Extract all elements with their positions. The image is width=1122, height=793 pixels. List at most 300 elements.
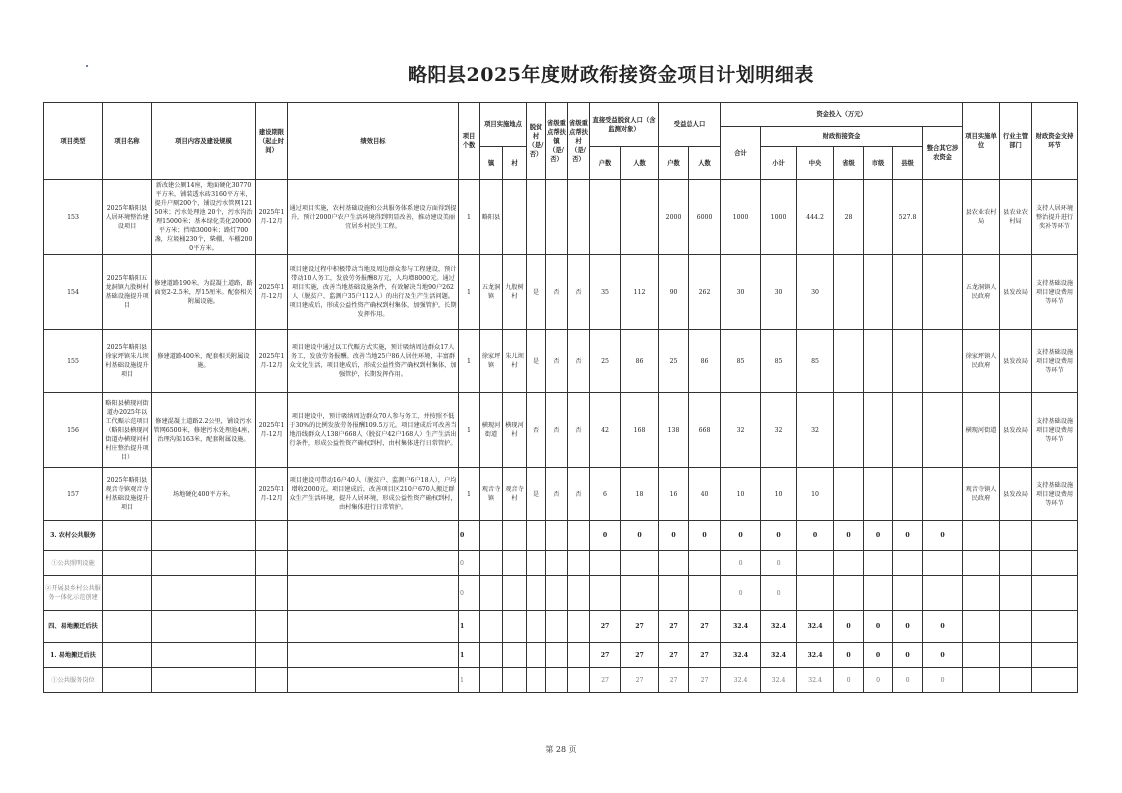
cell-name (103, 611, 152, 643)
cell-town (480, 668, 503, 693)
cell-total: 30 (721, 255, 761, 330)
cell-name: 2025年略阳五龙洞镇九股树村基础设施提升项目 (103, 255, 152, 330)
cell-content: 修建道路190米，为混凝土道路，路面宽2-2.5米，厚15厘米。配套相关附属设施。 (152, 255, 256, 330)
cell-support: 支持基础设施项目建设费用等环节 (1032, 468, 1078, 521)
cell-type: 154 (44, 255, 103, 330)
cell-hh: 27 (590, 668, 621, 693)
cell-dept (1000, 551, 1032, 576)
cell-unit: 横现河街道 (963, 393, 1000, 468)
cell-people2: 40 (689, 468, 721, 521)
cell-people2: 0 (689, 521, 721, 551)
cell-period (256, 551, 288, 576)
cell-village: 九股树村 (503, 255, 527, 330)
cell-content (152, 643, 256, 668)
cell-key-town (546, 180, 568, 255)
cell-content (152, 668, 256, 693)
cell-hh: 27 (590, 643, 621, 668)
cell-village: 横现河村 (503, 393, 527, 468)
cell-key-village (568, 611, 590, 643)
cell-unit (963, 576, 1000, 611)
cell-other: 0 (923, 668, 963, 693)
cell-period (256, 521, 288, 551)
page-number: 第 28 页 (545, 745, 577, 754)
cell-period: 2025年1月-12月 (256, 180, 288, 255)
cell-hh2: 27 (659, 668, 689, 693)
cell-town: 徐家坪镇 (480, 330, 503, 393)
cell-subtotal: 0 (761, 551, 797, 576)
cell-count: 1 (459, 643, 480, 668)
header-subtotal: 小计 (761, 147, 797, 180)
cell-total: 32.4 (721, 611, 761, 643)
cell-count: 1 (459, 255, 480, 330)
cell-content: 修建混凝土道路2.2公里，铺设污水管网6500米，修建污水处理池4座，治理沟渠163米，配套附属设施。 (152, 393, 256, 468)
header-goal: 绩效目标 (288, 103, 459, 180)
cell-unit (963, 521, 1000, 551)
cell-unit: 县农业农村局 (963, 180, 1000, 255)
cell-count: 1 (459, 180, 480, 255)
cell-key-town (546, 576, 568, 611)
cell-people2: 6000 (689, 180, 721, 255)
cell-name (103, 643, 152, 668)
cell-period (256, 668, 288, 693)
cell-people: 0 (621, 521, 659, 551)
cell-county: 0 (893, 668, 923, 693)
header-funds: 资金投入（万元） (721, 103, 963, 127)
cell-dept (1000, 576, 1032, 611)
cell-name (103, 551, 152, 576)
cell-central: 444.2 (797, 180, 834, 255)
cell-people2 (689, 576, 721, 611)
cell-city: 0 (864, 611, 893, 643)
cell-count: 1 (459, 330, 480, 393)
header-period: 建设期限（起止时间） (256, 103, 288, 180)
cell-unit: 观音寺镇人民政府 (963, 468, 1000, 521)
cell-provincial (834, 551, 864, 576)
cell-county (893, 468, 923, 521)
cell-city: 0 (864, 521, 893, 551)
cell-town (480, 521, 503, 551)
cell-count: 1 (459, 393, 480, 468)
cell-dept (1000, 643, 1032, 668)
cell-village (503, 611, 527, 643)
cell-content: 新改建公厕14座，地面硬化30770平方米，铺装透水砖3160平方米，提升户厕200个，铺设污水管网12150米；污水处理池 20个，污水沟治理15000米；基本绿化美化20000平方米；挡墙3000米；路灯700盏，垃圾桶230个，柴棚、车棚2000平方米。 (152, 180, 256, 255)
cell-support (1032, 521, 1078, 551)
cell-key-town (546, 611, 568, 643)
cell-support (1032, 643, 1078, 668)
cell-people: 27 (621, 643, 659, 668)
cell-city (864, 576, 893, 611)
cell-county: 0 (893, 643, 923, 668)
cell-key-town (546, 521, 568, 551)
cell-type: ②开展县乡村公共服务一体化示范创建 (44, 576, 103, 611)
cell-key-town: 否 (546, 330, 568, 393)
cell-central: 32 (797, 393, 834, 468)
header-content: 项目内容及建设规模 (152, 103, 256, 180)
cell-county: 527.8 (893, 180, 923, 255)
header-name: 项目名称 (103, 103, 152, 180)
cell-poor (527, 576, 546, 611)
cell-type: 四、易地搬迁后扶 (44, 611, 103, 643)
cell-goal (288, 551, 459, 576)
cell-people2 (689, 551, 721, 576)
cell-village (503, 576, 527, 611)
cell-goal (288, 611, 459, 643)
cell-provincial: 0 (834, 611, 864, 643)
cell-poor: 是 (527, 468, 546, 521)
cell-type: ①公共服务岗位 (44, 668, 103, 693)
table-row (44, 330, 1078, 393)
cell-subtotal: 32.4 (761, 643, 797, 668)
cell-village (503, 643, 527, 668)
cell-provincial: 0 (834, 668, 864, 693)
summary-row (44, 521, 1078, 551)
cell-goal: 项目建设过程中积极带动当地及周边群众参与工程建设，预计带动10人务工，发放劳务报酬8万元，人均增8000元。通过项目实施，改善当地基础设施条件，有效解决当地90户262人（脱贫户、监测户35户112人）的出行及生产生活问题。项目建成后，形成公益性资产确权到村集体，加强管护，长期发挥作用。 (288, 255, 459, 330)
header-total-pop: 受益总人口 (659, 103, 721, 147)
cell-provincial: 28 (834, 180, 864, 255)
cell-content (152, 521, 256, 551)
cell-name (103, 576, 152, 611)
cell-hh: 25 (590, 330, 621, 393)
cell-period: 2025年1月-12月 (256, 255, 288, 330)
cell-content: 场地硬化400平方米。 (152, 468, 256, 521)
cell-unit (963, 668, 1000, 693)
cell-hh2: 27 (659, 643, 689, 668)
cell-hh: 27 (590, 611, 621, 643)
cell-central: 0 (797, 521, 834, 551)
cell-dept: 县农业农村局 (1000, 180, 1032, 255)
cell-support (1032, 668, 1078, 693)
cell-support: 支持基础设施项目建设费用等环节 (1032, 393, 1078, 468)
cell-total: 85 (721, 330, 761, 393)
cell-goal (288, 576, 459, 611)
cell-other: 0 (923, 643, 963, 668)
cell-dept (1000, 611, 1032, 643)
page-title: 略阳县2025年度财政衔接资金项目计划明细表 (408, 64, 814, 86)
cell-count: 1 (459, 468, 480, 521)
cell-support: 支持基础设施项目建设费用等环节 (1032, 255, 1078, 330)
cell-town: 横现河街道 (480, 393, 503, 468)
cell-village: 观音寺村 (503, 468, 527, 521)
cell-subtotal: 0 (761, 521, 797, 551)
cell-village: 朱儿坝村 (503, 330, 527, 393)
cell-support (1032, 611, 1078, 643)
table-row (44, 393, 1078, 468)
cell-other: 0 (923, 611, 963, 643)
cell-goal (288, 668, 459, 693)
cell-type: 155 (44, 330, 103, 393)
cell-key-town (546, 551, 568, 576)
cell-county: 0 (893, 611, 923, 643)
cell-people: 18 (621, 468, 659, 521)
cell-people2: 27 (689, 668, 721, 693)
cell-people (621, 551, 659, 576)
table-row (44, 468, 1078, 521)
cell-county (893, 393, 923, 468)
cell-support (1032, 576, 1078, 611)
cell-other: 0 (923, 521, 963, 551)
table-row (44, 180, 1078, 255)
cell-unit (963, 643, 1000, 668)
cell-county: 0 (893, 521, 923, 551)
cell-name: 2025年略阳县人居环境整治建设项目 (103, 180, 152, 255)
cell-type: 156 (44, 393, 103, 468)
cell-town: 略阳县 (480, 180, 503, 255)
cell-hh (590, 180, 621, 255)
cell-total: 10 (721, 468, 761, 521)
cell-subtotal: 0 (761, 576, 797, 611)
cell-people2: 27 (689, 643, 721, 668)
cell-key-village: 否 (568, 255, 590, 330)
header-unit: 项目实施单位 (963, 103, 1000, 180)
cell-town (480, 551, 503, 576)
cell-county (893, 576, 923, 611)
cell-central: 30 (797, 255, 834, 330)
summary-row (44, 551, 1078, 576)
cell-provincial (834, 393, 864, 468)
cell-poor (527, 521, 546, 551)
cell-total: 0 (721, 521, 761, 551)
cell-total: 0 (721, 551, 761, 576)
cell-key-village: 否 (568, 468, 590, 521)
cell-subtotal: 85 (761, 330, 797, 393)
cell-hh (590, 551, 621, 576)
cell-town: 五龙洞镇 (480, 255, 503, 330)
cell-other (923, 576, 963, 611)
cell-hh: 6 (590, 468, 621, 521)
cell-town: 观音寺镇 (480, 468, 503, 521)
cell-period: 2025年1月-12月 (256, 330, 288, 393)
header-people: 人数 (621, 147, 659, 180)
cell-town (480, 643, 503, 668)
header-county: 县级 (893, 147, 923, 180)
cell-central: 32.4 (797, 643, 834, 668)
cell-total: 1000 (721, 180, 761, 255)
cell-subtotal: 32 (761, 393, 797, 468)
cell-poor: 是 (527, 255, 546, 330)
cell-key-village: 否 (568, 330, 590, 393)
cell-city (864, 393, 893, 468)
cell-dept (1000, 521, 1032, 551)
cell-provincial: 0 (834, 521, 864, 551)
cell-goal: 项目建设中通过以工代赈方式实施，预计吸纳周边群众17人务工，发放劳务报酬。改善当地25户86人居住环境，丰富群众文化生活，项目建成后，形成公益性资产确权到村集体，加强管护，长期发挥作用。 (288, 330, 459, 393)
header-poor-village: 脱贫村（是/否） (527, 103, 546, 180)
cell-goal: 项目建设中，预计吸纳周边群众70人参与务工，并按照不低于30%的比例发放劳务报酬109.5万元。项目建成后可改善当地沿线群众人138户668人（脱贫户42户168人）生产生活出行条件，形成公益性资产确权到村，由村集体进行日常管护。 (288, 393, 459, 468)
summary-row (44, 668, 1078, 693)
table-row (44, 255, 1078, 330)
cell-other (923, 255, 963, 330)
cell-people (621, 180, 659, 255)
cell-village (503, 521, 527, 551)
cell-key-town: 否 (546, 393, 568, 468)
cell-town (480, 576, 503, 611)
cell-type: 3. 农村公共服务 (44, 521, 103, 551)
cell-goal: 项目建设可带动16户40人（脱贫户、监测户6户18人），户均增收2000元。项目建成后，改善项目区210户670人搬迁群众生产生活环境，提升人居环境，形成公益性资产确权到村，由村集体进行日常管护。 (288, 468, 459, 521)
cell-name (103, 521, 152, 551)
cell-village (503, 551, 527, 576)
cell-key-village (568, 668, 590, 693)
cell-type: ①公共照明设施 (44, 551, 103, 576)
header-central: 中央 (797, 147, 834, 180)
cell-count: 0 (459, 521, 480, 551)
cell-period (256, 643, 288, 668)
cell-content (152, 611, 256, 643)
summary-row (44, 611, 1078, 643)
header-city: 市级 (864, 147, 893, 180)
cell-dept: 县发改局 (1000, 330, 1032, 393)
cell-period: 2025年1月-12月 (256, 393, 288, 468)
cell-type: 153 (44, 180, 103, 255)
cell-central: 85 (797, 330, 834, 393)
cell-subtotal: 32.4 (761, 611, 797, 643)
cell-hh2: 0 (659, 521, 689, 551)
cell-content: 修建道路400米，配套相关附属设施。 (152, 330, 256, 393)
cell-provincial (834, 576, 864, 611)
cell-dept: 县发改局 (1000, 255, 1032, 330)
cell-content (152, 551, 256, 576)
header-support: 财政资金支持环节 (1032, 103, 1078, 180)
cell-hh2 (659, 576, 689, 611)
cell-name: 2025年略阳县徐家坪镇朱儿坝村基础设施提升项目 (103, 330, 152, 393)
cell-support: 支持人居环境整治提升进行奖补等环节 (1032, 180, 1078, 255)
cell-people2: 86 (689, 330, 721, 393)
cell-hh2: 90 (659, 255, 689, 330)
cell-support (1032, 551, 1078, 576)
cell-city: 0 (864, 668, 893, 693)
cell-poor: 否 (527, 393, 546, 468)
cell-poor (527, 611, 546, 643)
summary-row (44, 576, 1078, 611)
cell-key-town: 否 (546, 255, 568, 330)
cell-total: 32.4 (721, 668, 761, 693)
cell-count: 0 (459, 551, 480, 576)
cell-provincial: 0 (834, 643, 864, 668)
cell-hh: 35 (590, 255, 621, 330)
cell-county (893, 330, 923, 393)
header-total: 合计 (721, 127, 761, 180)
cell-name (103, 668, 152, 693)
cell-village (503, 180, 527, 255)
cell-unit: 徐家坪镇人民政府 (963, 330, 1000, 393)
cell-unit: 五龙洞镇人民政府 (963, 255, 1000, 330)
cell-city (864, 468, 893, 521)
cell-poor (527, 551, 546, 576)
cell-key-town (546, 643, 568, 668)
cell-county (893, 255, 923, 330)
cell-hh: 0 (590, 521, 621, 551)
cell-hh2: 27 (659, 611, 689, 643)
cell-count: 0 (459, 576, 480, 611)
cell-people (621, 576, 659, 611)
cell-people2: 668 (689, 393, 721, 468)
cell-hh2: 25 (659, 330, 689, 393)
cell-name: 略阳县横现河街道办2025年以工代赈示范项目（略阳县横现河街道办横现河村村庄整治提升项目） (103, 393, 152, 468)
cell-town (480, 611, 503, 643)
header-fiscal: 财政衔接资金 (761, 127, 923, 147)
cell-dept: 县发改局 (1000, 468, 1032, 521)
cell-hh2: 2000 (659, 180, 689, 255)
cell-hh2: 16 (659, 468, 689, 521)
header-location: 项目实施地点 (480, 103, 527, 147)
cell-dept: 县发改局 (1000, 393, 1032, 468)
cell-village (503, 668, 527, 693)
cell-goal: 通过项目实施，农村基础设施和公共服务体系建设方面得到提升，预计2000户农户生活环境得到明显改善，推动建设美丽宜居乡村民生工程。 (288, 180, 459, 255)
cell-key-town (546, 668, 568, 693)
cell-people: 27 (621, 611, 659, 643)
cell-provincial (834, 330, 864, 393)
cell-period (256, 611, 288, 643)
header-people2: 人数 (689, 147, 721, 180)
header-provincial: 省级 (834, 147, 864, 180)
cell-key-village (568, 551, 590, 576)
cell-key-village: 否 (568, 393, 590, 468)
summary-row (44, 643, 1078, 668)
project-table (43, 102, 1078, 693)
header-town: 镇 (480, 147, 503, 180)
cell-city (864, 330, 893, 393)
cell-provincial (834, 468, 864, 521)
cell-count: 1 (459, 611, 480, 643)
header-key-town: 省级重点帮扶镇（是/否） (546, 103, 568, 180)
header-village: 村 (503, 147, 527, 180)
cell-city (864, 180, 893, 255)
cell-key-village (568, 521, 590, 551)
header-direct-pop: 直接受益脱贫人口（含监测对象） (590, 103, 659, 147)
cell-hh2: 138 (659, 393, 689, 468)
cell-other (923, 551, 963, 576)
cell-central: 10 (797, 468, 834, 521)
header-other: 整合其它涉农资金 (923, 127, 963, 180)
cell-city (864, 551, 893, 576)
cell-other (923, 330, 963, 393)
cell-type: 157 (44, 468, 103, 521)
cell-goal (288, 521, 459, 551)
cell-people: 168 (621, 393, 659, 468)
cell-hh: 42 (590, 393, 621, 468)
cell-key-town: 否 (546, 468, 568, 521)
cell-content (152, 576, 256, 611)
cell-poor (527, 668, 546, 693)
cell-key-village (568, 576, 590, 611)
cell-type: 1. 易地搬迁后扶 (44, 643, 103, 668)
cell-goal (288, 643, 459, 668)
cell-hh (590, 576, 621, 611)
cell-city (864, 255, 893, 330)
cell-count: 1 (459, 668, 480, 693)
cell-dept (1000, 668, 1032, 693)
cell-total: 0 (721, 576, 761, 611)
cell-people: 112 (621, 255, 659, 330)
cell-total: 32 (721, 393, 761, 468)
cell-poor (527, 643, 546, 668)
cell-key-village (568, 643, 590, 668)
cell-people: 27 (621, 668, 659, 693)
cell-subtotal: 32.4 (761, 668, 797, 693)
cell-other (923, 468, 963, 521)
header-type: 项目类型 (44, 103, 103, 180)
cell-people2: 27 (689, 611, 721, 643)
cell-period: 2025年1月-12月 (256, 468, 288, 521)
header-key-village: 省级重点帮扶村（是/否） (568, 103, 590, 180)
header-hh2: 户数 (659, 147, 689, 180)
cell-subtotal: 10 (761, 468, 797, 521)
cell-subtotal: 1000 (761, 180, 797, 255)
cell-county (893, 551, 923, 576)
cell-unit (963, 551, 1000, 576)
cell-central (797, 551, 834, 576)
header-count: 项目个数 (459, 103, 480, 180)
cell-period (256, 576, 288, 611)
cell-name: 2025年略阳县观音寺镇观音寺村基础设施提升项目 (103, 468, 152, 521)
